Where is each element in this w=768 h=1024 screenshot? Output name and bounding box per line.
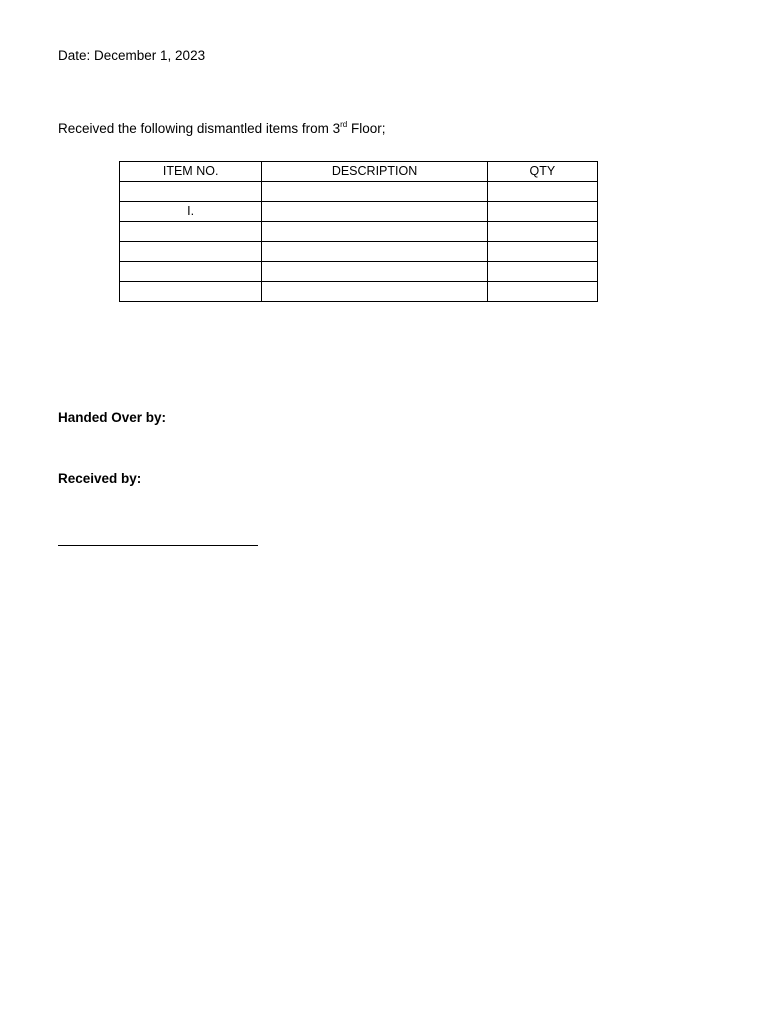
cell-qty <box>487 222 597 242</box>
header-qty: QTY <box>487 162 597 182</box>
received-by-label: Received by: <box>58 471 142 486</box>
cell-description <box>262 282 487 302</box>
cell-qty <box>487 282 597 302</box>
floor-ordinal-suffix: rd <box>340 119 348 129</box>
cell-item-no <box>120 222 262 242</box>
cell-description <box>262 182 487 202</box>
cell-qty <box>487 242 597 262</box>
handed-over-label: Handed Over by: <box>58 410 167 425</box>
items-table <box>119 161 598 302</box>
cell-item-no: I. <box>120 202 262 222</box>
date-line: Date: December 1, 2023 <box>58 48 206 63</box>
table-row <box>120 202 598 222</box>
header-item-no: ITEM NO. <box>120 162 262 182</box>
intro-text-suffix: Floor; <box>347 121 386 136</box>
table-row <box>120 222 598 242</box>
header-description: DESCRIPTION <box>262 162 487 182</box>
cell-item-no <box>120 282 262 302</box>
cell-description <box>262 262 487 282</box>
table-row <box>120 262 598 282</box>
intro-text: Received the following dismantled items from 3 <box>58 121 341 136</box>
cell-qty <box>487 202 597 222</box>
cell-item-no <box>120 182 262 202</box>
cell-item-no <box>120 262 262 282</box>
table-row <box>120 282 598 302</box>
signature-line <box>58 545 258 546</box>
cell-description <box>262 222 487 242</box>
table-row <box>120 182 598 202</box>
table-header-row <box>120 162 598 182</box>
cell-description <box>262 242 487 262</box>
cell-description <box>262 202 487 222</box>
table-row <box>120 242 598 262</box>
cell-item-no <box>120 242 262 262</box>
intro-line <box>58 120 386 138</box>
cell-qty <box>487 182 597 202</box>
cell-qty <box>487 262 597 282</box>
